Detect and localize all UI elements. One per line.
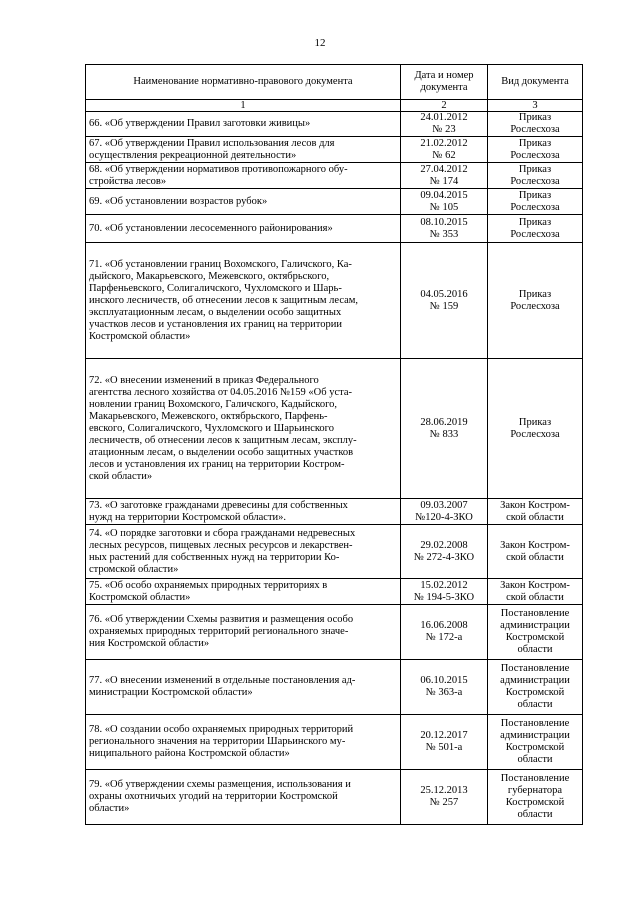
table-row: [86, 163, 583, 189]
column-number-2: 2: [401, 100, 488, 112]
table-row: [86, 605, 583, 660]
document-date-number: 24.01.2012 № 23: [401, 112, 488, 137]
document-name: 72. «О внесении изменений в приказ Федерального агентства лесного хозяйства от 04.05.2016 №159 «Об уста- новлении границ Вохомского, Галичского, Кадыйского, Макарьевского, Межевского, октябрьского, Парфень- евского, Солигаличского, Чухломского и Шарьинского лесничеств, об отнесении лесов к защитным лесам, эксплу- атационным лесам, о выделении особо защитных участков лесов и установления их границ на территории Костром- ской области»: [86, 359, 401, 499]
document-name: 69. «Об установлении возрастов рубок»: [86, 189, 401, 215]
table-row: [86, 215, 583, 243]
document-type: Постановление администрации Костромской области: [488, 660, 583, 715]
document-date-number: 27.04.2012 № 174: [401, 163, 488, 189]
document-type: Приказ Рослесхоза: [488, 359, 583, 499]
document-type: Приказ Рослесхоза: [488, 189, 583, 215]
document-type: Приказ Рослесхоза: [488, 163, 583, 189]
document-type: Постановление губернатора Костромской области: [488, 770, 583, 825]
table-row: [86, 499, 583, 525]
document-name: 77. «О внесении изменений в отдельные постановления ад- министрации Костромской области»: [86, 660, 401, 715]
document-type: Закон Костром- ской области: [488, 499, 583, 525]
table-row: [86, 137, 583, 163]
table-row: [86, 579, 583, 605]
document-type: Приказ Рослесхоза: [488, 243, 583, 359]
document-date-number: 29.02.2008 № 272-4-ЗКО: [401, 525, 488, 579]
document-date-number: 06.10.2015 № 363-а: [401, 660, 488, 715]
documents-table: [85, 64, 583, 825]
table-row: [86, 359, 583, 499]
document-type: Постановление администрации Костромской области: [488, 715, 583, 770]
document-name: 70. «Об установлении лесосеменного районирования»: [86, 215, 401, 243]
document-type: Постановление администрации Костромской области: [488, 605, 583, 660]
document-name: 78. «О создании особо охраняемых природных территорий регионального значения на территории Шарьинского му- ниципального района Костромской области»: [86, 715, 401, 770]
document-name: 79. «Об утверждении схемы размещения, использования и охраны охотничьих угодий на территории Костромской области»: [86, 770, 401, 825]
page-number: 12: [314, 37, 326, 49]
header-date: Дата и номер документа: [401, 65, 488, 100]
document-name: 75. «Об особо охраняемых природных территориях в Костромской области»: [86, 579, 401, 605]
document-type: Закон Костром- ской области: [488, 525, 583, 579]
document-date-number: 09.04.2015 № 105: [401, 189, 488, 215]
document-type: Приказ Рослесхоза: [488, 137, 583, 163]
header-name: Наименование нормативно-правового документа: [86, 65, 401, 100]
document-date-number: 21.02.2012 № 62: [401, 137, 488, 163]
document-name: 76. «Об утверждении Схемы развития и размещения особо охраняемых природных территорий регионального значе- ния Костромской области»: [86, 605, 401, 660]
table-row: [86, 243, 583, 359]
column-number-1: 1: [86, 100, 401, 112]
document-date-number: 28.06.2019 № 833: [401, 359, 488, 499]
document-date-number: 20.12.2017 № 501-а: [401, 715, 488, 770]
table-row: [86, 189, 583, 215]
table-row: [86, 660, 583, 715]
header-row: [86, 65, 583, 100]
document-type: Приказ Рослесхоза: [488, 112, 583, 137]
document-date-number: 04.05.2016 № 159: [401, 243, 488, 359]
table-row: [86, 715, 583, 770]
table-row: [86, 112, 583, 137]
document-date-number: 15.02.2012 № 194-5-ЗКО: [401, 579, 488, 605]
table-row: [86, 770, 583, 825]
document-date-number: 09.03.2007 №120-4-ЗКО: [401, 499, 488, 525]
table-row: [86, 525, 583, 579]
document-type: Закон Костром- ской области: [488, 579, 583, 605]
header-type: Вид документа: [488, 65, 583, 100]
document-name: 71. «Об установлении границ Вохомского, Галичского, Ка- дыйского, Макарьевского, Межевского, октябрьского, Парфеньевского, Солигаличского, Чухломского и Шарь- инского лесничеств, об отнесении лесов к защитным лесам, эксплуатационным лесам, о выделении особо защитных участков лесов и установления их границ на территории Костромской области»: [86, 243, 401, 359]
document-name: 67. «Об утверждении Правил использования лесов для осуществления рекреационной деятельности»: [86, 137, 401, 163]
document-name: 66. «Об утверждении Правил заготовки живицы»: [86, 112, 401, 137]
column-numbers-row: [86, 100, 583, 112]
document-type: Приказ Рослесхоза: [488, 215, 583, 243]
document-name: 73. «О заготовке гражданами древесины для собственных нужд на территории Костромской области».: [86, 499, 401, 525]
document-date-number: 08.10.2015 № 353: [401, 215, 488, 243]
column-number-3: 3: [488, 100, 583, 112]
document-name: 68. «Об утверждении нормативов противопожарного обу- стройства лесов»: [86, 163, 401, 189]
document-date-number: 16.06.2008 № 172-а: [401, 605, 488, 660]
document-name: 74. «О порядке заготовки и сбора гражданами недревесных лесных ресурсов, пищевых лесных ресурсов и лекарствен- ных растений для собственных нужд на территории Ко- стромской области»: [86, 525, 401, 579]
document-date-number: 25.12.2013 № 257: [401, 770, 488, 825]
